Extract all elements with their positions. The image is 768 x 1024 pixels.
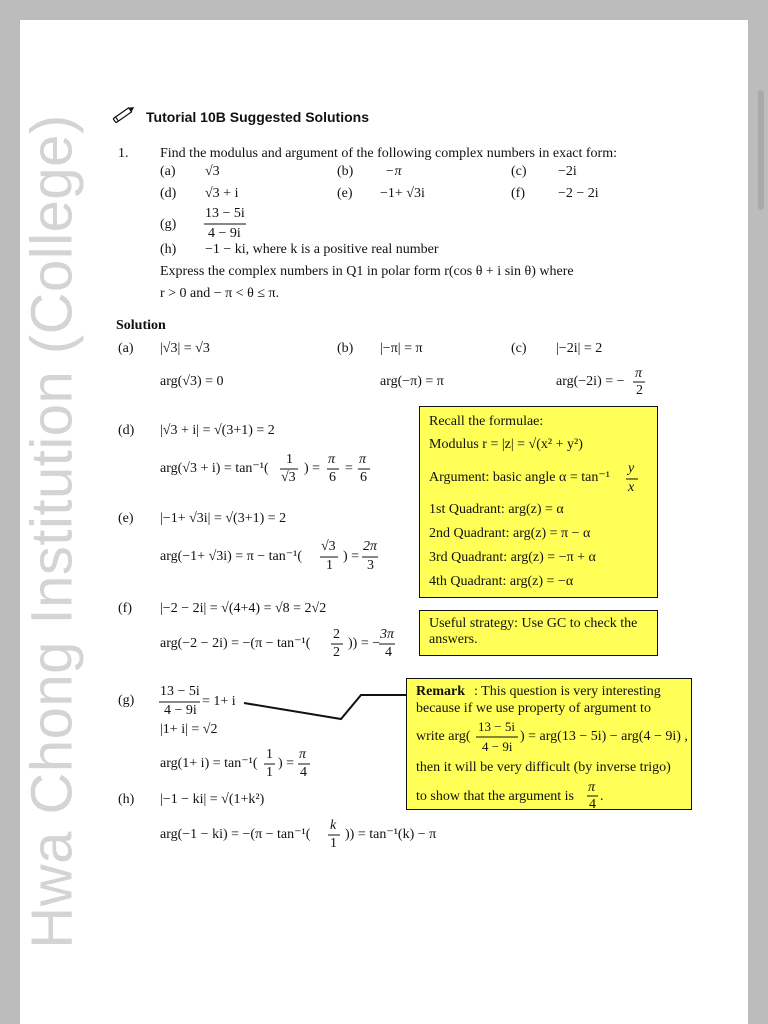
watermark: Hwa Chong Institution (College) xyxy=(19,114,85,949)
sol-d-arg-num: 1 xyxy=(286,452,293,467)
sol-g-argument: arg(1+ i) = tan⁻¹( xyxy=(160,756,258,771)
q-label-c: (c) xyxy=(511,164,527,179)
q-item-g-numerator: 13 − 5i xyxy=(205,206,245,221)
sol-d-f2-den: 6 xyxy=(360,470,367,485)
recall-title: Recall the formulae: xyxy=(429,414,544,429)
remark-line-1: : This question is very interesting xyxy=(474,684,661,699)
remark-write-post: ) = arg(13 − 5i) − arg(4 − 9i) , xyxy=(520,729,688,744)
useful-line-1: Useful strategy: Use GC to check the xyxy=(429,616,638,631)
sol-g-den: 4 − 9i xyxy=(164,703,197,718)
remark-head: Remark xyxy=(416,684,465,699)
sol-g-res-den: 4 xyxy=(300,765,307,780)
sol-h-arg-den: 1 xyxy=(330,836,337,851)
recall-quadrant-2: 2nd Quadrant: arg(z) = π − α xyxy=(429,526,591,541)
recall-argument: Argument: basic angle α = tan⁻¹ xyxy=(429,470,610,485)
q-label-f: (f) xyxy=(511,186,525,201)
remark-write: write arg( xyxy=(416,729,471,744)
remark-line-5: to show that the argument is xyxy=(416,789,574,804)
sol-f-arg-den: 2 xyxy=(333,645,340,660)
sol-c-fraction-num: π xyxy=(635,366,643,381)
sol-h-arg-num: k xyxy=(330,818,337,833)
sol-e-arg-num: √3 xyxy=(321,539,336,554)
sol-c-modulus: |−2i| = 2 xyxy=(556,341,603,356)
recall-modulus: Modulus r = |z| = √(x² + y²) xyxy=(429,437,583,452)
sol-e-arg-den: 1 xyxy=(326,558,333,573)
sol-e-modulus: |−1+ √3i| = √(3+1) = 2 xyxy=(160,511,287,526)
sol-h-arg-post: )) = tan⁻¹(k) − π xyxy=(345,827,437,842)
sol-c-fraction-den: 2 xyxy=(636,383,643,398)
sol-label-h: (h) xyxy=(118,792,135,807)
sol-g-num: 13 − 5i xyxy=(160,684,200,699)
sol-d-f1-num: π xyxy=(328,452,336,467)
sol-f-argument: arg(−2 − 2i) = −(π − tan⁻¹( xyxy=(160,636,311,651)
sol-a-modulus: |√3| = √3 xyxy=(160,341,210,356)
q-label-d: (d) xyxy=(160,186,177,201)
sol-label-e: (e) xyxy=(118,511,134,526)
question-number: 1. xyxy=(118,146,129,161)
solution-heading: Solution xyxy=(116,318,166,333)
recall-quadrant-4: 4th Quadrant: arg(z) = −α xyxy=(429,574,574,589)
sol-a-argument: arg(√3) = 0 xyxy=(160,374,224,389)
sol-g-arg-den: 1 xyxy=(266,765,273,780)
q-item-b: −π xyxy=(385,164,402,179)
q-label-b: (b) xyxy=(337,164,354,179)
sol-g-equals: = 1+ i xyxy=(202,694,236,709)
sol-d-f1-den: 6 xyxy=(329,470,336,485)
q-item-c: −2i xyxy=(558,164,577,179)
q-item-d: √3 + i xyxy=(205,186,239,201)
sol-d-f2-num: π xyxy=(359,452,367,467)
q-item-f: −2 − 2i xyxy=(558,186,599,201)
q-label-e: (e) xyxy=(337,186,353,201)
q-item-a: √3 xyxy=(205,164,220,179)
express-instruction: Express the complex numbers in Q1 in polar form r(cos θ + i sin θ) where xyxy=(160,264,574,279)
q-item-h: −1 − ki, where k is a positive real number xyxy=(205,242,439,257)
useful-line-2: answers. xyxy=(429,632,478,647)
sol-label-c: (c) xyxy=(511,341,527,356)
sol-f-res-den: 4 xyxy=(385,645,392,660)
remark-l5-post: . xyxy=(600,789,604,804)
remark-connector-line xyxy=(244,695,406,719)
recall-quadrant-3: 3rd Quadrant: arg(z) = −π + α xyxy=(429,550,596,565)
sol-h-modulus: |−1 − ki| = √(1+k²) xyxy=(160,792,265,807)
sol-b-argument: arg(−π) = π xyxy=(380,374,444,389)
sol-g-res-num: π xyxy=(299,747,307,762)
express-condition: r > 0 and − π < θ ≤ π. xyxy=(160,286,280,301)
page-title: Tutorial 10B Suggested Solutions xyxy=(146,109,369,125)
sol-d-modulus: |√3 + i| = √(3+1) = 2 xyxy=(160,423,275,438)
question-stem: Find the modulus and argument of the following complex numbers in exact form: xyxy=(160,146,617,161)
sol-label-f: (f) xyxy=(118,601,132,616)
recall-arg-den: x xyxy=(628,480,635,495)
sol-g-arg-mid: ) = xyxy=(278,756,295,771)
q-label-a: (a) xyxy=(160,164,176,179)
sol-b-modulus: |−π| = π xyxy=(380,341,423,356)
sol-d-argument: arg(√3 + i) = tan⁻¹( xyxy=(160,461,269,476)
sol-d-arg-mid: ) = xyxy=(304,461,321,476)
sol-e-arg-mid: ) = xyxy=(343,549,360,564)
sol-c-argument: arg(−2i) = − xyxy=(556,374,625,389)
recall-arg-num: y xyxy=(628,461,635,476)
sol-d-eq2: = xyxy=(345,461,353,476)
sol-f-modulus: |−2 − 2i| = √(4+4) = √8 = 2√2 xyxy=(160,601,327,616)
remark-frac-den: 4 − 9i xyxy=(482,739,513,754)
recall-quadrant-1: 1st Quadrant: arg(z) = α xyxy=(429,502,564,517)
remark-l5-den: 4 xyxy=(589,797,596,812)
sol-g-modulus: |1+ i| = √2 xyxy=(160,722,218,737)
q-item-e: −1+ √3i xyxy=(380,186,425,201)
q-label-g: (g) xyxy=(160,217,177,232)
sol-label-g: (g) xyxy=(118,693,135,708)
sol-f-arg-num: 2 xyxy=(333,627,340,642)
remark-l5-num: π xyxy=(588,780,596,795)
q-item-g-denominator: 4 − 9i xyxy=(208,226,241,241)
remark-line-2: because if we use property of argument to xyxy=(416,701,651,716)
sol-label-a: (a) xyxy=(118,341,134,356)
sol-h-argument: arg(−1 − ki) = −(π − tan⁻¹( xyxy=(160,827,311,842)
sol-e-argument: arg(−1+ √3i) = π − tan⁻¹( xyxy=(160,549,303,564)
sol-f-res-num: 3π xyxy=(380,627,395,642)
q-label-h: (h) xyxy=(160,242,177,257)
sol-label-b: (b) xyxy=(337,341,354,356)
sol-e-res-den: 3 xyxy=(367,558,374,573)
remark-frac-num: 13 − 5i xyxy=(478,719,515,734)
sol-label-d: (d) xyxy=(118,423,135,438)
sol-f-arg-mid: )) = − xyxy=(348,636,381,651)
sol-d-arg-den: √3 xyxy=(281,470,296,485)
remark-line-4: then it will be very difficult (by inverse trigo) xyxy=(416,760,671,775)
sol-e-res-num: 2π xyxy=(363,539,378,554)
sol-g-arg-num: 1 xyxy=(266,747,273,762)
